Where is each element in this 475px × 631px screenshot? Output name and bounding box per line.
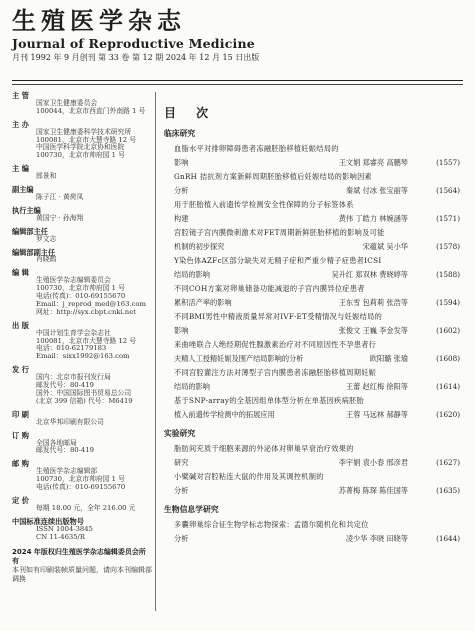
article-title: 血脂水平对排卵障碍患者冻融胚胎移植妊娠结局的 (174, 144, 339, 153)
info-label: 邮 购 (12, 459, 29, 469)
article-meta (164, 408, 460, 422)
page-number: (1588) (436, 270, 460, 279)
quality-note: 本刊如有印刷装帧质量问题，请向本刊编辑部调换 (12, 565, 152, 583)
section-heading: 生物信息学研究 (164, 505, 219, 514)
page-number: (1602) (436, 326, 460, 335)
toc-entry[interactable] (164, 470, 460, 498)
masthead (12, 6, 463, 64)
info-value: 每期 18.00 元，全年 216.00 元 (36, 503, 136, 512)
article-meta (164, 184, 460, 198)
article-title-continued: 累积活产率的影响 (174, 298, 232, 307)
info-value: 全国各地邮局 邮发代号：80-419 (36, 438, 94, 455)
article-authors: 苏菁梅 陈琛 陈佳国等 (338, 486, 408, 495)
article-authors: 王文娟 郑睿亮 高鹏琴 (338, 158, 408, 167)
page-number: (1644) (436, 534, 460, 543)
toc-entry[interactable] (164, 282, 460, 310)
info-value: 国家卫生健康委科学技术研究所 100081，北京市大慧寺路 12 号 中国医学科学院北京协和医院 100730，北京市帅府园 1 号 (36, 127, 137, 160)
article-meta (164, 324, 460, 338)
info-label: 编辑部副主任 (12, 247, 56, 257)
article-title-continued: 机制的初步探究 (174, 242, 225, 251)
info-value: 生殖医学杂志编辑委员会 100730，北京市帅府园 1 号 电话(传真)：010-69155670 Email：j_reprod_med@163.com 网址：http://syx.cbpt.cnki.net (36, 276, 146, 316)
table-of-contents (164, 104, 460, 546)
article-title: 基于SNP-array的全基因组单体型分析在单基因疾病胚胎 (174, 396, 365, 405)
info-label: 编辑部主任 (12, 226, 48, 236)
article-title-continued: 结局的影响 (174, 382, 210, 391)
article-title: 多囊卵巢综合征生物学标志物探索：孟德尔随机化和共定位 (174, 520, 369, 529)
publication-info-sidebar (12, 92, 152, 584)
info-value: ISSN 1004-3845 CN 11-4635/R (36, 524, 93, 541)
article-title: 宫腔镜子宫内膜微刺激术对FET周期新鲜胚胎移植的影响及可能 (174, 228, 385, 237)
article-title-continued: 分析 (174, 486, 189, 495)
header-rule-thin (12, 84, 463, 85)
toc-entry[interactable] (164, 226, 460, 254)
journal-title-cn: 生殖医学杂志 (12, 6, 186, 35)
article-meta (164, 532, 460, 546)
article-title: 来曲唑联合人绝经期促性腺激素治疗对不同原因性不孕患者行 (174, 340, 377, 349)
toc-entry[interactable] (164, 366, 460, 394)
info-label: 出 版 (12, 320, 29, 330)
article-title: Y染色体AZFc区部分缺失对无精子症和严重少精子症患者ICSI (174, 256, 382, 265)
article-title-continued: 影响 (174, 326, 189, 335)
article-title-continued: 结局的影响 (174, 270, 210, 279)
article-title: 不同BMI男性中精液质量异常对IVF-ET受精情况与妊娠结局的 (174, 312, 383, 321)
info-label: 主 编 (12, 164, 29, 174)
article-title-continued: 分析 (174, 186, 189, 195)
issue-info: 月刊 1992 年 9 月创刊 第 33 卷 第 12 期 2024 年 12 月 15 日出版 (12, 53, 260, 62)
article-title-continued: 植入前遗传学检测中的拓展应用 (174, 410, 275, 419)
toc-entry[interactable] (164, 310, 460, 338)
article-authors: 凌少华 李晓 田晓等 (345, 534, 408, 543)
page-number: (1571) (436, 214, 460, 223)
info-value: 肖晓鹤 (36, 255, 57, 264)
info-value: 陈子江 · 黄荷凤 (36, 192, 84, 201)
article-meta (164, 456, 460, 470)
article-title: 不同宫腔灌注方法对薄型子宫内膜患者冻融胚胎移植周期妊娠 (174, 368, 377, 377)
article-title: 小檗碱对宫腔粘连大鼠的作用及其调控机制的 (174, 472, 324, 481)
toc-entry[interactable] (164, 442, 460, 470)
article-authors: 黄伟 丁皓力 林婉涵等 (338, 214, 408, 223)
info-label: 主 管 (12, 91, 29, 100)
article-authors: 欧阳璐 张瑜 (369, 354, 408, 363)
info-label: 执行主编 (12, 205, 41, 215)
page-number: (1578) (436, 242, 460, 251)
journal-title-en: Journal of Reproductive Medicine (12, 36, 255, 51)
article-meta (164, 484, 460, 498)
section-heading: 临床研究 (164, 129, 196, 138)
article-authors: 李宇娟 袁小春 邢彦君 (338, 458, 408, 467)
page-number: (1608) (436, 354, 460, 363)
info-label: 印 刷 (12, 409, 29, 419)
info-value: 北京华邦印刷有限公司 (36, 417, 104, 426)
page-number: (1627) (436, 458, 460, 467)
toc-entry[interactable] (164, 142, 460, 170)
section-heading: 实验研究 (164, 429, 196, 438)
info-label: 编 辑 (12, 268, 29, 278)
article-title: 用于胚胎植入前遗传学检测安全性保障的分子标签体系 (174, 200, 354, 209)
info-value: 中国计划生育学会杂志社 100081，北京市大慧寺路 12 号 电话：010-62179183 Email：sixx1992@163.com (36, 328, 137, 361)
article-title: GnRH 拮抗剂方案新鲜周期胚胎移植后妊娠结局的影响因素 (174, 172, 373, 181)
info-label: 中国标准连续出版物号 (12, 516, 84, 526)
info-value: 国家卫生健康委员会 100044，北京市西直门外南路 1 号 (36, 98, 146, 115)
info-label: 副主编 (12, 185, 34, 195)
info-value: 罗文志 (36, 234, 57, 243)
article-title-continued: 影响 (174, 158, 189, 167)
article-title: 脂肪间充质干细胞来源的外泌体对卵巢早衰治疗效果的 (174, 444, 354, 453)
article-meta (164, 212, 460, 226)
article-authors: 秦斌 付冰 张宝丽等 (345, 186, 408, 195)
info-label: 主 办 (12, 119, 29, 129)
info-label: 定 价 (12, 495, 29, 505)
page-number: (1635) (436, 486, 460, 495)
header-rule (12, 80, 463, 81)
article-meta (164, 156, 460, 170)
info-label: 发 行 (12, 365, 29, 375)
toc-entry[interactable] (164, 198, 460, 226)
page-number: (1614) (436, 382, 460, 391)
article-meta (164, 240, 460, 254)
article-authors: 宋蕴斌 吴小华 (362, 242, 408, 251)
article-title-continued: 夫精人工授精妊娠及围产结局影响的分析 (174, 354, 304, 363)
copyright-note: 2024 年版权归生殖医学杂志编辑委员会所有 (12, 547, 146, 565)
article-title-continued: 构建 (174, 214, 189, 223)
info-label: 订 购 (12, 430, 29, 440)
article-title: 不同COH方案对卵巢储备功能减退的子宫内膜异位症患者 (174, 284, 365, 293)
info-value: 生殖医学杂志编辑部 100730，北京市帅府园 1 号 电话(传真)：010-69155670 (36, 467, 126, 492)
article-authors: 王东雪 包莉莉 张浩等 (338, 298, 408, 307)
toc-entry[interactable] (164, 254, 460, 282)
toc-entry[interactable] (164, 518, 460, 546)
toc-entry[interactable] (164, 338, 460, 366)
article-title-continued: 研究 (174, 458, 189, 467)
info-value: 国内：北京市报刊发行局 邮发代号：80-419 国外：中国国际图书贸易总公司 (北京 399 信箱) 代号：M6419 (36, 373, 133, 405)
page-number: (1620) (436, 410, 460, 419)
article-meta (164, 268, 460, 282)
article-authors: 王蓉 马远林 郝静等 (345, 410, 408, 419)
article-meta (164, 296, 460, 310)
article-authors: 吴升红 郑双林 费晓婷等 (331, 270, 408, 279)
info-value: 郎景和 (36, 172, 57, 181)
toc-entry[interactable] (164, 394, 460, 422)
article-meta (164, 352, 460, 366)
page-number: (1557) (436, 158, 460, 167)
article-authors: 王蕾 赵红梅 徐阳等 (345, 382, 408, 391)
toc-entry[interactable] (164, 170, 460, 198)
article-meta (164, 380, 460, 394)
page-number: (1594) (436, 298, 460, 307)
toc-heading: 目 次 (164, 106, 217, 120)
article-title-continued: 分析 (174, 534, 189, 543)
info-value: 黄国宁 · 孙海翔 (36, 213, 84, 222)
article-authors: 张俊文 王巍 李金发等 (338, 326, 408, 335)
page-number: (1564) (436, 186, 460, 195)
column-divider (155, 92, 156, 611)
